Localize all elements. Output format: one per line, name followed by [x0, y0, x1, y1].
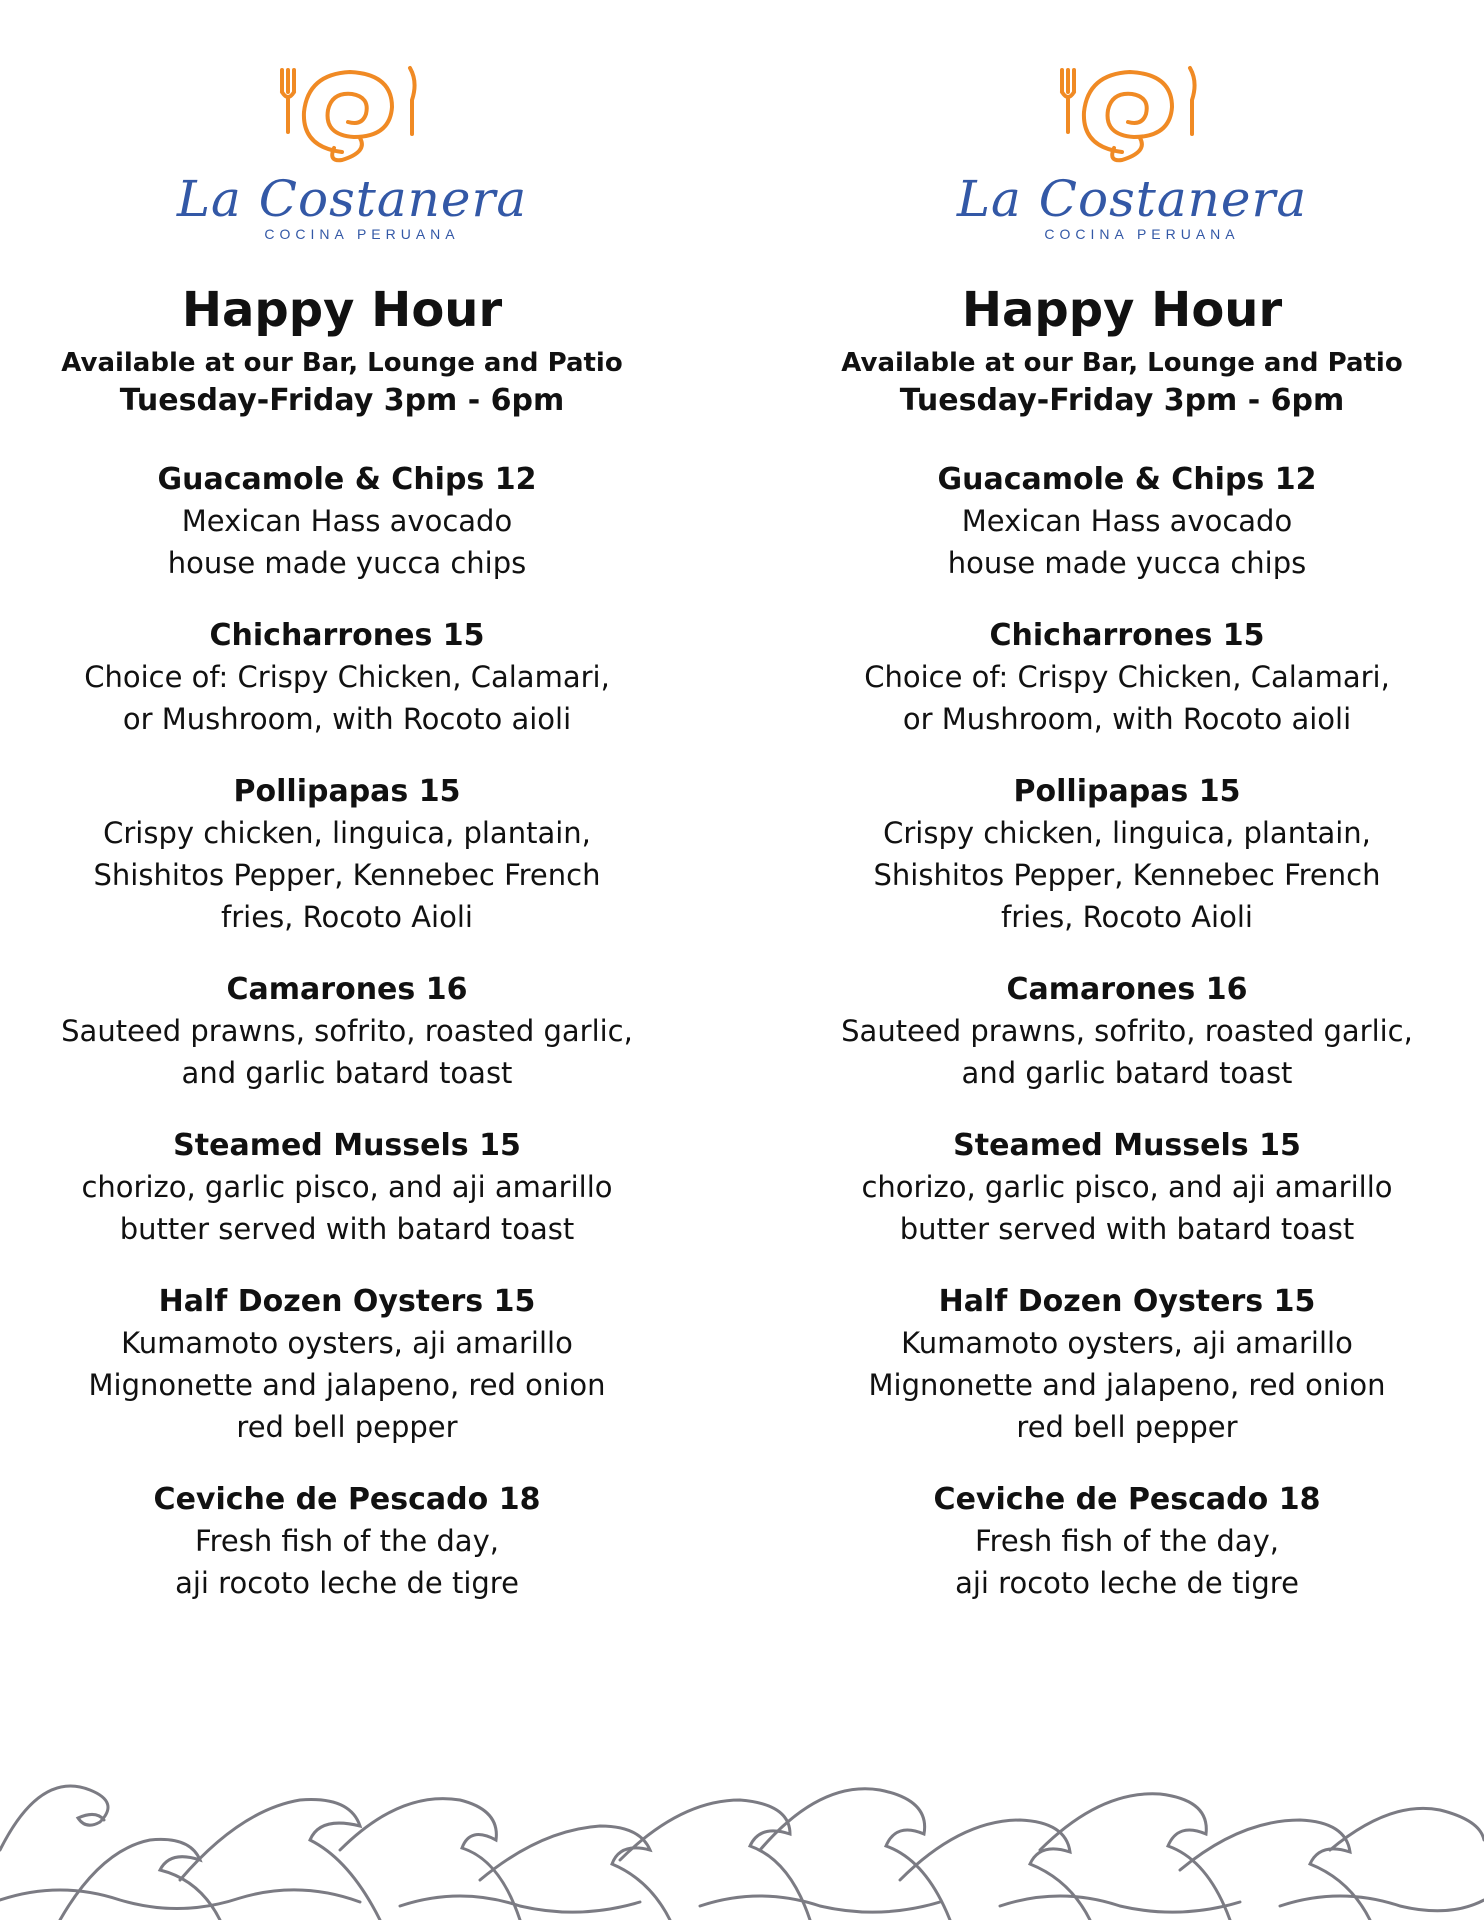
menu-item-name: Pollipapas 15: [1013, 774, 1241, 809]
menu-item-name: Camarones 16: [226, 972, 468, 1007]
menu-item-description: Choice of: Crispy Chicken, Calamari, or Mushroom, with Rocoto aioli: [864, 660, 1390, 736]
menu-item: [812, 970, 1442, 1094]
menu-item: [812, 1126, 1442, 1250]
menu-item: [812, 772, 1442, 938]
logo-subtitle: COCINA PERUANA: [264, 226, 460, 242]
logo-wordmark: La Costanera: [176, 170, 528, 228]
menu-item-description: Crispy chicken, linguica, plantain, Shishitos Pepper, Kennebec French fries, Rocoto Aioli: [873, 816, 1381, 934]
menu-item-description: Choice of: Crispy Chicken, Calamari, or Mushroom, with Rocoto aioli: [84, 660, 610, 736]
menu-item-description: Kumamoto oysters, aji amarillo Mignonette and jalapeno, red onion red bell pepper: [88, 1326, 606, 1444]
menu-item: [812, 1282, 1442, 1448]
menu-item-description: Crispy chicken, linguica, plantain, Shishitos Pepper, Kennebec French fries, Rocoto Aioli: [93, 816, 601, 934]
logo-subtitle: COCINA PERUANA: [1044, 226, 1240, 242]
menu-item: [32, 460, 662, 584]
restaurant-logo: [22, 52, 662, 252]
menu-item-name: Ceviche de Pescado 18: [933, 1482, 1321, 1517]
menu-item-description: Mexican Hass avocado house made yucca chips: [167, 504, 527, 580]
plate-fork-knife-swirl-icon: [242, 52, 442, 172]
menu-item: [812, 616, 1442, 740]
menu-item-description: chorizo, garlic pisco, and aji amarillo butter served with batard toast: [861, 1170, 1393, 1246]
menu-item: [32, 1282, 662, 1448]
menu-item: [32, 1126, 662, 1250]
menu-item: [32, 616, 662, 740]
menu-hours: Tuesday-Friday 3pm - 6pm: [899, 383, 1345, 418]
menu-item-name: Camarones 16: [1006, 972, 1248, 1007]
menu-title: Happy Hour: [961, 282, 1283, 338]
menu-item-name: Guacamole & Chips 12: [157, 462, 537, 497]
menu-item-name: Pollipapas 15: [233, 774, 461, 809]
menu-item-name: Steamed Mussels 15: [173, 1128, 521, 1163]
menu-hours: Tuesday-Friday 3pm - 6pm: [119, 383, 565, 418]
menu-item-name: Half Dozen Oysters 15: [938, 1284, 1316, 1319]
restaurant-logo: [802, 52, 1442, 252]
menu-item-name: Half Dozen Oysters 15: [158, 1284, 536, 1319]
plate-fork-knife-swirl-icon: [1022, 52, 1222, 172]
menu-availability: Available at our Bar, Lounge and Patio: [841, 348, 1403, 378]
menu-item-description: Fresh fish of the day, aji rocoto leche de tigre: [955, 1524, 1299, 1600]
menu-item-name: Steamed Mussels 15: [953, 1128, 1301, 1163]
menu-item: [812, 460, 1442, 584]
menu-item-name: Guacamole & Chips 12: [937, 462, 1317, 497]
menu-item: [32, 970, 662, 1094]
menu-item-description: Sauteed prawns, sofrito, roasted garlic, and garlic batard toast: [61, 1014, 633, 1090]
menu-item: [812, 1480, 1442, 1604]
menu-item-name: Chicharrones 15: [989, 618, 1265, 653]
menu-item: [32, 1480, 662, 1604]
menu-item-name: Ceviche de Pescado 18: [153, 1482, 541, 1517]
menu-item-description: Fresh fish of the day, aji rocoto leche de tigre: [175, 1524, 519, 1600]
menu-item-description: Mexican Hass avocado house made yucca chips: [947, 504, 1307, 580]
menu-item-description: Sauteed prawns, sofrito, roasted garlic, and garlic batard toast: [841, 1014, 1413, 1090]
menu-items: [802, 460, 1442, 1636]
menu-title: Happy Hour: [181, 282, 503, 338]
logo-wordmark: La Costanera: [956, 170, 1308, 228]
ocean-waves-icon: [0, 1730, 1484, 1920]
menu-availability: Available at our Bar, Lounge and Patio: [61, 348, 623, 378]
menu-items: [22, 460, 662, 1636]
menu-item: [32, 772, 662, 938]
menu-item-description: Kumamoto oysters, aji amarillo Mignonette and jalapeno, red onion red bell pepper: [868, 1326, 1386, 1444]
menu-item-name: Chicharrones 15: [209, 618, 485, 653]
menu-item-description: chorizo, garlic pisco, and aji amarillo butter served with batard toast: [81, 1170, 613, 1246]
